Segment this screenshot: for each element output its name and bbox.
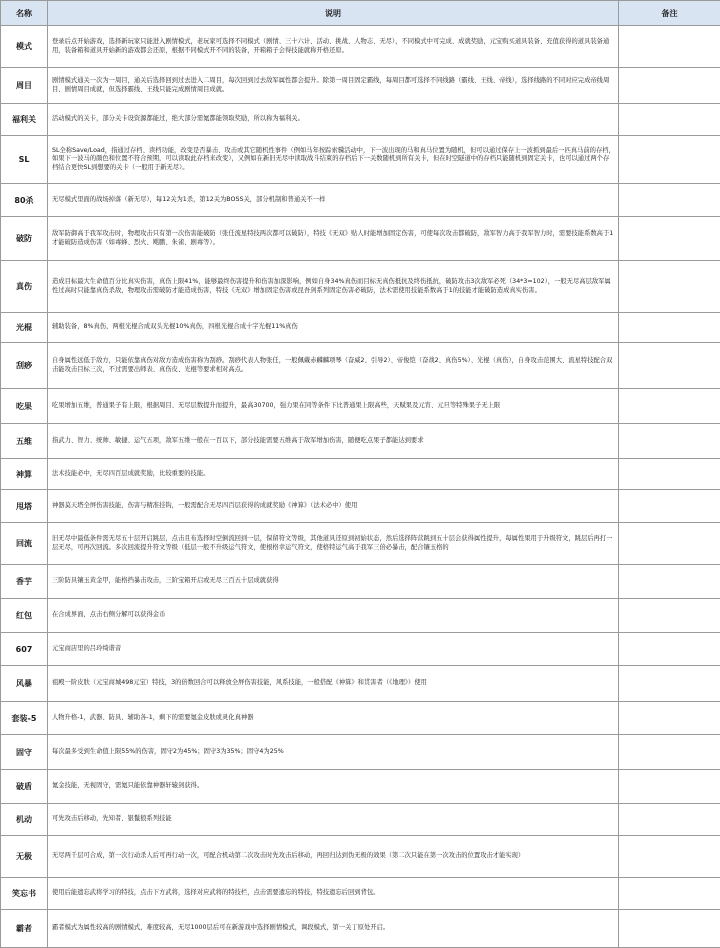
row-note-cell xyxy=(619,702,720,735)
row-description-cell: 可先攻击后移动，先知者、银鬣狼系列技能 xyxy=(48,804,619,836)
row-description-cell: 每次最多受到生命值上限55%的伤害，固守2为45%；固守3为35%；固守4为25% xyxy=(48,735,619,770)
table-row xyxy=(1,565,720,599)
row-name-cell: 套装-5 xyxy=(1,702,48,735)
table-body xyxy=(1,26,720,948)
row-description-cell: 祖殿一阶皮肤（元宝商城498元宝）特技，3的倍数回合可以释放全屏伤害技能，风系技能，一般搭配《神算》和贯害者（《地理》）使用 xyxy=(48,666,619,702)
row-note-cell xyxy=(619,599,720,633)
header-notes: 备注 xyxy=(619,1,720,26)
table-row xyxy=(1,389,720,424)
row-name-cell: 甩塔 xyxy=(1,490,48,523)
row-note-cell xyxy=(619,184,720,217)
row-note-cell xyxy=(619,261,720,313)
row-note-cell xyxy=(619,910,720,948)
row-description-cell: 剧情模式通关一次为一周目，通关后选择回到过去进入二周目，每次回到过去敌军属性都会提升。除第一周目固定霸线，每周目都可选择不同线路（霸线、王线、帝线），选择线路的不同对应完成帝线周目、剧情周目成就，但选择霸线、王线只能完成剧情周目成就。 xyxy=(48,68,619,104)
row-description-cell: SL全称Save/Load，指通过存档、读档功能，改变是否暴击、攻击或其它随机性事件（例如马年按踪索骥活动中，下一波出现的马和真马位置为随机，但可以通过保存上一波抓到最后一匹真马前的存档，如果下一波马的颜色和位置不符合预期，可以读取此存档来改变），又例如在新旧无尽中读取战斗结束的存档后下一关数随机到所有关卡，但在时空隧道中的存档只能随机到固定关卡，也可以通过两个存档结合更快SL到想要的关卡（一般用于新无尽）。 xyxy=(48,136,619,184)
row-description-cell: 登录后点开始游戏，选择新玩家只能进入剧情模式，老玩家可选择不同模式（剧情、三十六计、活动、挑战、人物志、无尽），不同模式中可完成、成就奖励，元宝购买道具装备、充值获得的道具装备通用，装备箱和道具开始新的游戏都会还原，根据不同模式开不同的装备，开箱箱子会得技能就称开格还原。 xyxy=(48,26,619,68)
row-note-cell xyxy=(619,104,720,136)
row-note-cell xyxy=(619,804,720,836)
row-note-cell xyxy=(619,490,720,523)
table-row xyxy=(1,836,720,878)
row-description-cell: 吃果增加五维，普通果子有上限，根据周目、无尽层数提升而提升，最高30700，强力果在同等条件下比普通果上限高些，天赋果及元宵、元旦等特殊果子无上限 xyxy=(48,389,619,424)
row-description-cell: 在合成界面，点击右侧分解可以获得金币 xyxy=(48,599,619,633)
row-note-cell xyxy=(619,68,720,104)
row-description-cell: 辅助装备，8%真伤，两根光棍合成双头光棍10%真伤，四根光棍合成十字光棍11%真伤 xyxy=(48,313,619,343)
row-description-cell: 活动模式的关卡，部分关卡设资源都能过，绝大部分需氪都能领取奖励，所以称为福利关。 xyxy=(48,104,619,136)
table-row xyxy=(1,217,720,261)
table-row xyxy=(1,261,720,313)
row-description-cell: 旧无尽中最低条件需无尽五十层开启跳层，点击且布选择时空倒流回到一层，保留符文等级，其他道具还原到初始状态，然后选择阵营跳到五十层会获得属性提升，每属性果用于升级符文，跳层后再打一层无尽，可再次回流。多次回流提升符文等级（低层一般不升级运气符文，使根格幸运气符文，使格特运气高于我军三倍必暴击，配合镶玉格的 xyxy=(48,523,619,565)
row-name-cell: 固守 xyxy=(1,735,48,770)
row-description-cell: 神器莫天塔全屏伤害技能，伤害与精准挂钩，一般需配合无尽四百层获得的成就奖励《神算》（法术必中）使用 xyxy=(48,490,619,523)
table-row xyxy=(1,424,720,459)
row-name-cell: 真伤 xyxy=(1,261,48,313)
row-description-cell: 人物升格-1，武器、防具、辅助各-1，剩下的需要氪金皮肤或灵化真神器 xyxy=(48,702,619,735)
table-row xyxy=(1,633,720,666)
row-name-cell: 红包 xyxy=(1,599,48,633)
row-note-cell xyxy=(619,878,720,910)
table-row xyxy=(1,702,720,735)
row-note-cell xyxy=(619,565,720,599)
table-row xyxy=(1,878,720,910)
table-row xyxy=(1,666,720,702)
row-name-cell: 五维 xyxy=(1,424,48,459)
row-description-cell: 造成目标最大生命值百分比真实伤害，真伤上限41%，能够最终伤害提升和伤害加深影响，例如自身34%真伤而目标无真伤抵抗及终伤抵抗，破防攻击3次敌军必死（34*3=102），一般无尽高层敌军属性过高时只能靠真伤杀敌，物理攻击需破防才能造成伤害，特技《无双》增加固定伤害或昆吾剑系列固定伤害必破防，法术需使用技能系数高于1的技能才能破防造成真实伤害。 xyxy=(48,261,619,313)
table-row xyxy=(1,804,720,836)
row-name-cell: 霸者 xyxy=(1,910,48,948)
row-name-cell: 机动 xyxy=(1,804,48,836)
row-description-cell: 指武力、智力、统帅、敏捷、运气五项，敌军五维一般在一百以下，部分技能需要五维高于敌军增加伤害，随便吃点果子都能达到要求 xyxy=(48,424,619,459)
row-name-cell: 神算 xyxy=(1,459,48,490)
row-note-cell xyxy=(619,836,720,878)
row-description-cell: 霸者模式为属性较高的剧情模式，难度较高，无尽1000层后可在新游戏中选择剧情模式，调段模式，第一关丁原处开启。 xyxy=(48,910,619,948)
row-name-cell: 笑忘书 xyxy=(1,878,48,910)
row-description-cell: 氪金技能，无视固守，需氪只能依靠神器轩辕剑获得。 xyxy=(48,770,619,804)
table-row xyxy=(1,313,720,343)
row-name-cell: 光棍 xyxy=(1,313,48,343)
row-name-cell: 破盾 xyxy=(1,770,48,804)
row-name-cell: 福利关 xyxy=(1,104,48,136)
table-row xyxy=(1,599,720,633)
row-description-cell: 自身属性远低于敌方，只能依靠真伤对敌方造成伤害称为刮痧。刮痧代表人物张任，一般佩戴赤麟麟项琴（奋威2、引导2）、帝俊铠（奋战2、真伤5%）、光棍（真伤），自身攻击范围大、流星特技配合双击能攻击目标三次，不过需要出师表、真伤皮、光棍等要求相对高点。 xyxy=(48,343,619,389)
table-row xyxy=(1,26,720,68)
row-name-cell: 吃果 xyxy=(1,389,48,424)
table-row xyxy=(1,735,720,770)
row-description-cell: 法术技能必中，无尽四百层成就奖励，比较重要的技能。 xyxy=(48,459,619,490)
row-note-cell xyxy=(619,313,720,343)
header-description: 说明 xyxy=(48,1,619,26)
row-note-cell xyxy=(619,459,720,490)
row-description-cell: 无尽两千层可合成，第一次行动杀人后可再行动一次，可配合机动第二次攻击时先攻击后移动，再回归达到伪无极的效果（第二次只能在第一次攻击的位置攻击才能实现） xyxy=(48,836,619,878)
row-name-cell: 80杀 xyxy=(1,184,48,217)
header-row xyxy=(1,1,720,26)
table-row xyxy=(1,136,720,184)
table-row xyxy=(1,523,720,565)
table-row xyxy=(1,104,720,136)
table-row xyxy=(1,343,720,389)
row-note-cell xyxy=(619,424,720,459)
row-name-cell: 回流 xyxy=(1,523,48,565)
row-name-cell: 破防 xyxy=(1,217,48,261)
row-description-cell: 敌军防御高于我军攻击时，物理攻击只有第一次伤害能破防（张任流星特技两次都可以破防），特技《无双》贴人时能增加固定伤害，可使每次攻击都破防，敌军智力高于我军智力时，需要技能系数高于1才能破防造成伤害（如毒蜂、烈火、飓鹏、朱雀、剧毒等）。 xyxy=(48,217,619,261)
row-name-cell: 模式 xyxy=(1,26,48,68)
row-description-cell: 元宝商店里的吕玲绮谐音 xyxy=(48,633,619,666)
table-row xyxy=(1,490,720,523)
row-name-cell: 风暴 xyxy=(1,666,48,702)
row-description-cell: 三阶防具镶玉黄金甲，能格挡暴击攻击，三阶宝箱开启或无尽三百五十层成就获得 xyxy=(48,565,619,599)
row-name-cell: 周目 xyxy=(1,68,48,104)
row-name-cell: 无极 xyxy=(1,836,48,878)
row-name-cell: 607 xyxy=(1,633,48,666)
row-note-cell xyxy=(619,735,720,770)
table-row xyxy=(1,910,720,948)
header-name: 名称 xyxy=(1,1,48,26)
row-note-cell xyxy=(619,217,720,261)
row-note-cell xyxy=(619,136,720,184)
table-row xyxy=(1,770,720,804)
row-note-cell xyxy=(619,343,720,389)
row-note-cell xyxy=(619,633,720,666)
row-note-cell xyxy=(619,770,720,804)
row-description-cell: 使用后能遗忘武将学习的特技，点击下方武将，选择对应武将的特技栏，点击需要遗忘的特技，特技遗忘后回到背包。 xyxy=(48,878,619,910)
row-note-cell xyxy=(619,26,720,68)
row-name-cell: SL xyxy=(1,136,48,184)
row-name-cell: 香芋 xyxy=(1,565,48,599)
table-row xyxy=(1,68,720,104)
row-note-cell xyxy=(619,389,720,424)
table-row xyxy=(1,184,720,217)
row-description-cell: 无尽模式里面的战场掉落（新无尽），每12关为1杀，第12关为BOSS关，部分机制和普通关不一样 xyxy=(48,184,619,217)
row-note-cell xyxy=(619,523,720,565)
row-note-cell xyxy=(619,666,720,702)
row-name-cell: 刮痧 xyxy=(1,343,48,389)
table-row xyxy=(1,459,720,490)
